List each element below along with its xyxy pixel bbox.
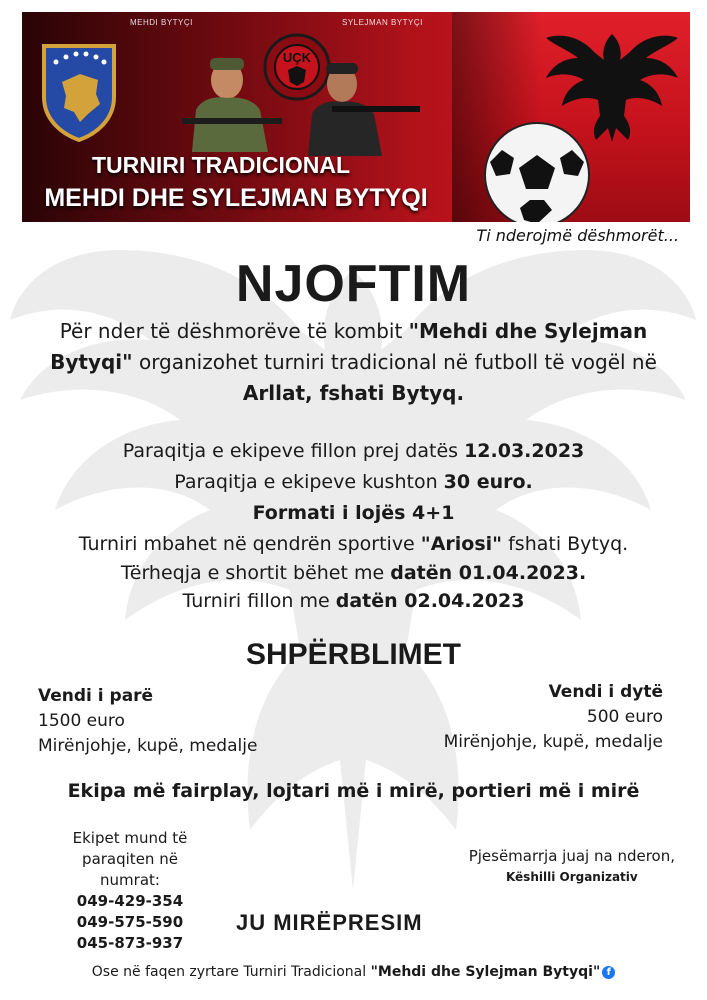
second-place-prize (444, 680, 663, 755)
banner-name-left: MEHDI BYTYÇI (130, 18, 193, 27)
kosovo-shield-icon (40, 42, 118, 142)
soldier-portrait-right (292, 56, 422, 156)
thanks-text: Pjesëmarrja juaj na nderon, (468, 847, 675, 865)
first-place-title: Vendi i parë (38, 686, 154, 706)
banner-title-line1: TURNIRI TRADICIONAL (91, 152, 351, 178)
banner-title-line2: MEHDI DHE SYLEJMAN BYTYQI (44, 184, 428, 212)
organizing-council: Këshilli Organizativ (505, 870, 638, 884)
registration-fee-value: 30 euro. (443, 471, 533, 493)
intro-place: Arllat, fshati Bytyq. (242, 381, 465, 405)
venue-suffix: fshati Bytyq. (502, 533, 629, 555)
page-title: NJOFTIM (235, 255, 472, 313)
contact-label-2: paraqiten në numrat: (82, 850, 178, 889)
header-banner (22, 12, 690, 222)
soldier-portrait-left (172, 52, 292, 152)
phone-number-2[interactable]: 049-575-590 (76, 913, 184, 931)
first-place-extras: Mirënjohje, kupë, medalje (38, 736, 258, 756)
start-date-line (0, 590, 707, 612)
prizes-heading: SHPËRBLIMET (245, 638, 461, 671)
intro-names: "Mehdi dhe Sylejman Bytyqi" (50, 319, 648, 374)
first-place-prize (38, 684, 257, 759)
intro-paragraph (40, 316, 667, 409)
tagline: Ti nderojmë dëshmorët... (476, 226, 679, 245)
registration-start-text: Paraqitja e ekipeve fillon prej datës (122, 440, 465, 462)
intro-text-2: organizohet turniri tradicional në futboll të vogël në (132, 350, 657, 374)
thanks-note (469, 846, 675, 888)
draw-text: Tërheqja e shortit bëhet me (120, 562, 391, 584)
footer-text: Ose në faqen zyrtare Turniri Tradicional (91, 964, 371, 980)
banner-name-right: SYLEJMAN BYTYÇI (342, 18, 423, 27)
second-place-extras: Mirënjohje, kupë, medalje (443, 732, 663, 752)
venue-text: Turniri mbahet në qendrën sportive (78, 533, 421, 555)
draw-date: datën 01.04.2023. (390, 562, 587, 584)
registration-fee (0, 471, 707, 493)
special-awards: Ekipa më fairplay, lojtari më i mirë, portieri më i mirë (67, 780, 640, 802)
registration-fee-text: Paraqitja e ekipeve kushton (174, 471, 444, 493)
contact-label-1: Ekipet mund të (72, 829, 188, 847)
second-place-title: Vendi i dytë (548, 682, 663, 702)
intro-text-1: Për nder të dëshmorëve të kombit (59, 319, 409, 343)
footer-page-name[interactable]: "Mehdi dhe Sylejman Bytyqi" (370, 964, 601, 980)
registration-start-date: 12.03.2023 (464, 440, 585, 462)
phone-number-1[interactable]: 049-429-354 (76, 892, 184, 910)
venue-name: "Ariosi" (420, 533, 503, 555)
phone-number-3[interactable]: 045-873-937 (76, 934, 184, 952)
first-place-amount: 1500 euro (38, 711, 125, 731)
welcome-text: JU MIRËPRESIM (236, 910, 423, 935)
footer-note (0, 964, 707, 980)
registration-start (0, 440, 707, 462)
contact-numbers (50, 828, 210, 954)
uck-emblem-text: UÇK (282, 50, 312, 65)
facebook-icon[interactable]: f (602, 966, 615, 979)
game-format: Formati i lojës 4+1 (252, 502, 455, 524)
venue-line (0, 533, 707, 555)
draw-date-line (0, 562, 707, 584)
second-place-amount: 500 euro (586, 707, 663, 727)
start-date: datën 02.04.2023 (335, 590, 525, 612)
start-text: Turniri fillon me (182, 590, 336, 612)
